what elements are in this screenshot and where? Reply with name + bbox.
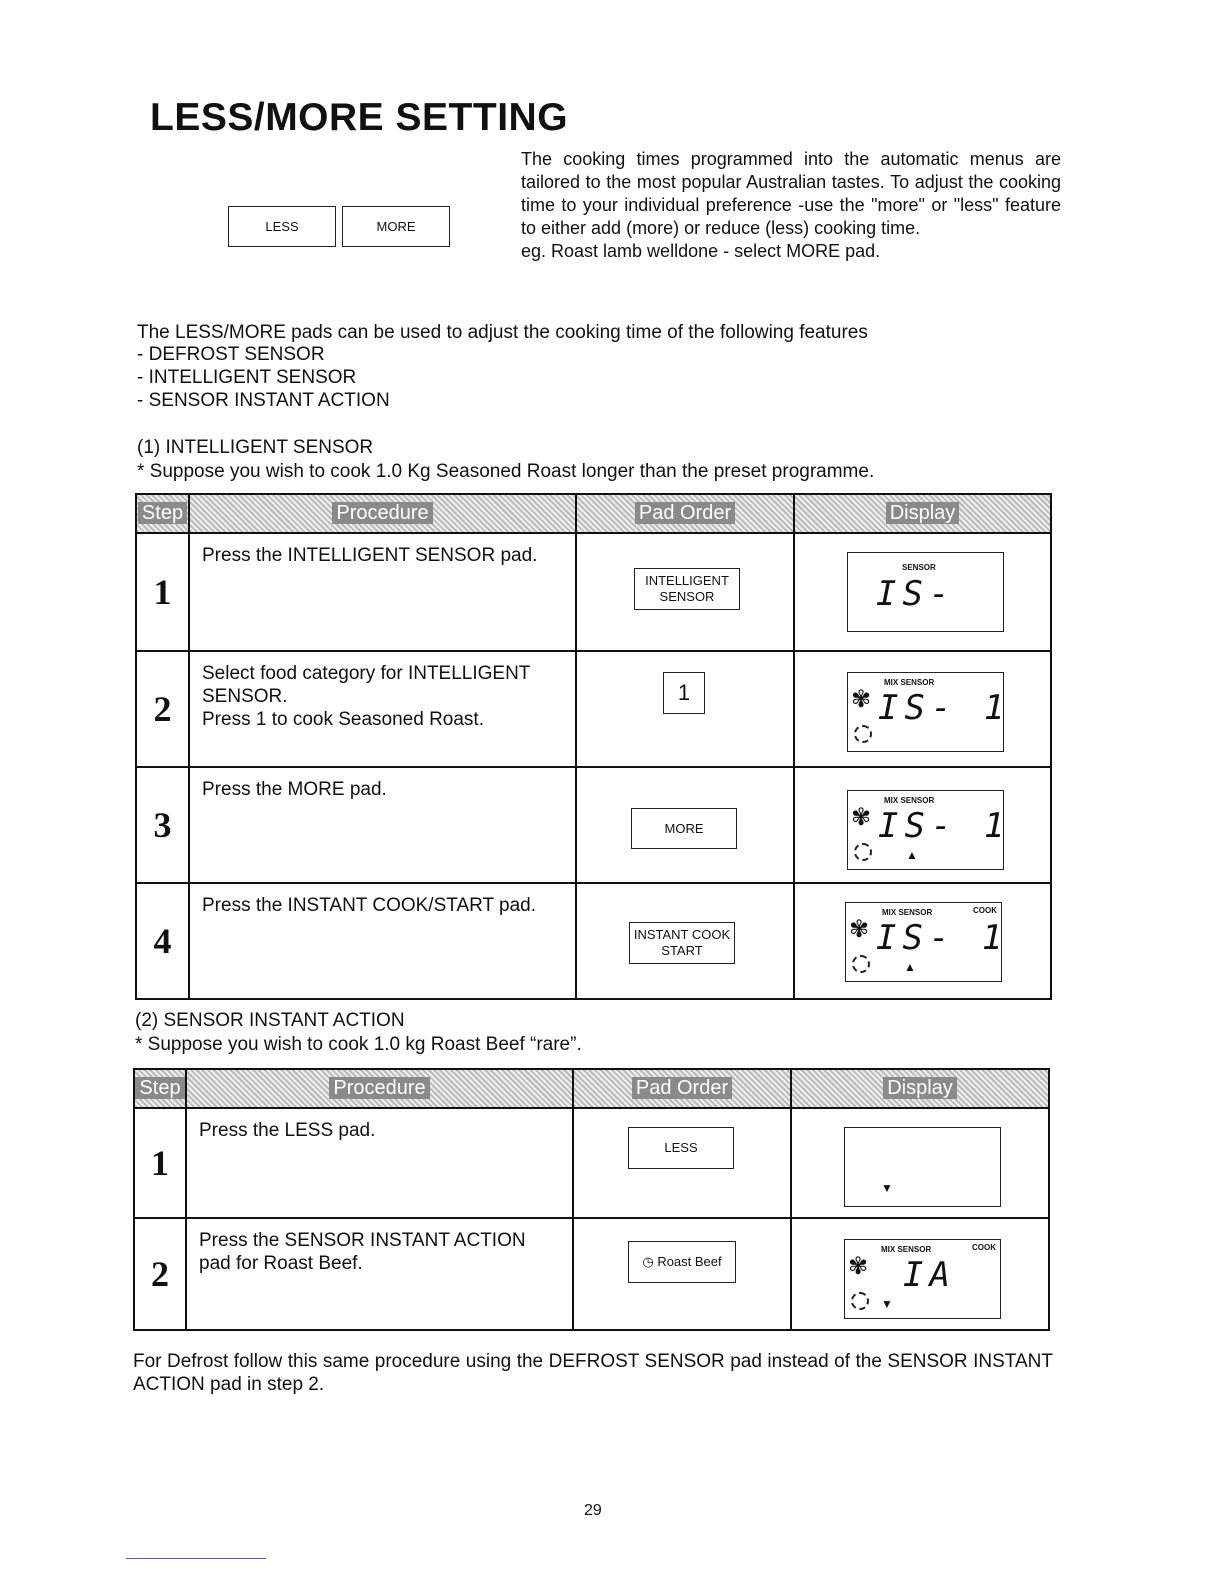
features-intro: The LESS/MORE pads can be used to adjust the cooking time of the following features	[137, 322, 868, 343]
turntable-icon	[851, 1292, 869, 1310]
display-value: IS-	[876, 574, 956, 614]
header-step: Step	[138, 502, 187, 524]
header-procedure: Procedure	[332, 502, 432, 524]
header-pad-order: Pad Order	[632, 1077, 732, 1099]
turntable-icon	[852, 955, 870, 973]
intro-paragraph: The cooking times programmed into the automatic menus are tailored to the most popular Australian tastes. To adjust the cooking time to your individual preference -use the "more" or "less" feature to either add (more) or reduce (less) cooking time.	[521, 149, 1061, 238]
table-row	[134, 1218, 1049, 1330]
footer-rule	[126, 1558, 266, 1559]
table-row	[136, 651, 1051, 767]
instant-cook-start-pad: INSTANT COOK START	[629, 922, 735, 964]
header-display: Display	[886, 502, 960, 524]
header-step: Step	[135, 1077, 184, 1099]
down-arrow-indicator-icon: ▼	[881, 1297, 893, 1311]
display-label: MIX SENSOR	[882, 908, 933, 917]
procedure-text	[189, 651, 576, 767]
procedure-text: Press the INSTANT COOK/START pad.	[189, 883, 576, 999]
section1-note: * Suppose you wish to cook 1.0 Kg Seasoned Roast longer than the preset programme.	[137, 461, 875, 482]
display-value: IS- 1	[876, 918, 1009, 958]
display-value: IS- 1	[878, 806, 1011, 846]
less-pad-illustration: LESS	[228, 206, 336, 247]
roast-beef-pad	[628, 1241, 736, 1283]
procedure-text: Press the SENSOR INSTANT ACTION pad for Roast Beef.	[186, 1218, 573, 1330]
page-title: LESS/MORE SETTING	[150, 96, 569, 139]
display-value: IS- 1	[878, 688, 1011, 728]
fan-icon: ✾	[849, 916, 870, 943]
lcd-display	[847, 672, 1011, 752]
table-row	[134, 1108, 1049, 1218]
feature-item: - DEFROST SENSOR	[137, 344, 325, 365]
fan-icon: ✾	[851, 686, 872, 713]
cook-indicator: COOK	[973, 906, 997, 915]
table-row	[136, 533, 1051, 651]
display-label: MIX SENSOR	[884, 678, 935, 687]
display-value: IA	[903, 1255, 956, 1295]
table-header	[134, 1069, 1049, 1108]
lcd-display	[847, 552, 1004, 632]
step-number: 1	[136, 533, 189, 651]
feature-item: - INTELLIGENT SENSOR	[137, 367, 357, 388]
turntable-icon	[854, 843, 872, 861]
step-number: 4	[136, 883, 189, 999]
less-pad: LESS	[628, 1127, 734, 1169]
turntable-icon	[854, 725, 872, 743]
lcd-display	[844, 1239, 1001, 1319]
number-1-pad: 1	[663, 672, 705, 714]
feature-item: - SENSOR INSTANT ACTION	[137, 390, 390, 411]
more-pad-illustration: MORE	[342, 206, 450, 247]
table-row	[136, 883, 1051, 999]
lcd-display	[847, 790, 1011, 870]
lcd-display	[845, 902, 1009, 982]
intro-example: eg. Roast lamb welldone - select MORE pad.	[521, 241, 881, 261]
step-number: 3	[136, 767, 189, 883]
display-label: MIX SENSOR	[881, 1245, 932, 1254]
intro-text	[521, 148, 1061, 263]
step-number: 2	[136, 651, 189, 767]
procedure-text: Press the MORE pad.	[189, 767, 576, 883]
procedure-text: Press the LESS pad.	[186, 1108, 573, 1218]
procedure-line: Select food category for INTELLIGENT SENSOR.	[202, 663, 531, 707]
step-number: 2	[134, 1218, 186, 1330]
header-pad-order: Pad Order	[635, 502, 735, 524]
procedure-line: Press 1 to cook Seasoned Roast.	[202, 709, 484, 730]
table-row	[136, 767, 1051, 883]
down-arrow-indicator-icon: ▼	[881, 1181, 893, 1195]
intelligent-sensor-table	[135, 493, 1052, 1000]
fan-icon: ✾	[851, 804, 872, 831]
header-display: Display	[883, 1077, 957, 1099]
section2-note: * Suppose you wish to cook 1.0 kg Roast Beef “rare”.	[135, 1034, 582, 1055]
display-label: SENSOR	[902, 563, 936, 572]
header-procedure: Procedure	[329, 1077, 429, 1099]
fan-icon: ✾	[848, 1253, 869, 1280]
intelligent-sensor-pad: INTELLIGENT SENSOR	[634, 568, 740, 610]
cook-indicator: COOK	[972, 1243, 996, 1252]
up-arrow-indicator-icon: ▲	[904, 960, 916, 974]
step-number: 1	[134, 1108, 186, 1218]
up-arrow-indicator-icon: ▲	[906, 848, 918, 862]
more-pad: MORE	[631, 808, 737, 849]
display-label: MIX SENSOR	[884, 796, 935, 805]
section2-title: (2) SENSOR INSTANT ACTION	[135, 1010, 405, 1031]
table-header	[136, 494, 1051, 533]
section1-title: (1) INTELLIGENT SENSOR	[137, 437, 374, 458]
page-number: 29	[584, 1502, 602, 1519]
pad-label: Roast Beef	[657, 1254, 722, 1269]
sensor-instant-action-table	[133, 1068, 1050, 1331]
procedure-text: Press the INTELLIGENT SENSOR pad.	[189, 533, 576, 651]
footer-note: For Defrost follow this same procedure using the DEFROST SENSOR pad instead of the SENSOR INSTANT ACTION pad in step 2.	[133, 1351, 1053, 1395]
lcd-display	[844, 1127, 1001, 1207]
clock-icon: ◷	[642, 1254, 658, 1269]
